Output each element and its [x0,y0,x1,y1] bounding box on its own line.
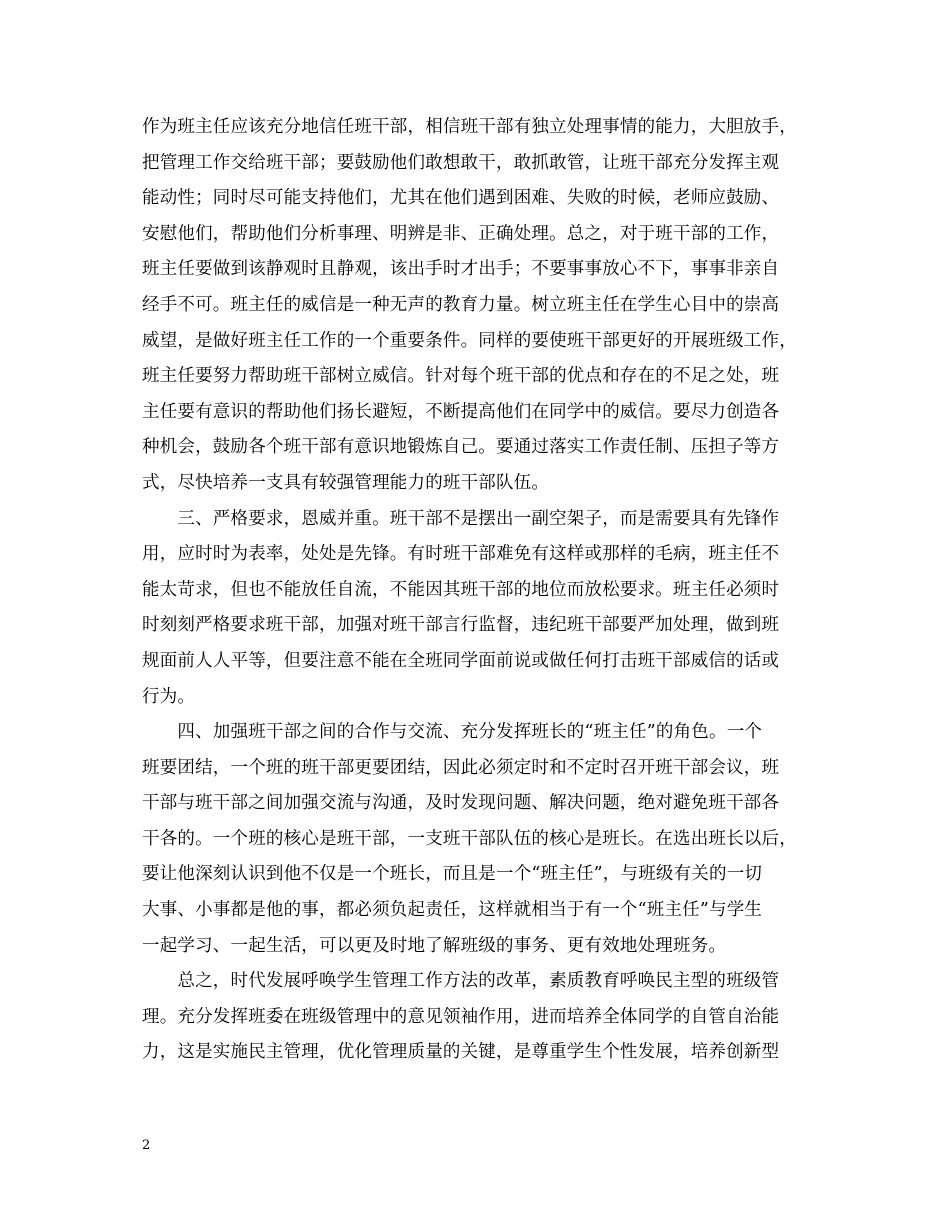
text-line: 四、加强班干部之间的合作与交流、充分发挥班长的“班主任”的角色。一个 [142,722,763,743]
text-line: 作为班主任应该充分地信任班干部，相信班干部有独立处理事情的能力，大胆放手， [142,117,797,137]
text-line: 班主任要做到该静观时且静观，该出手时才出手；不要事事放心不下，事事非亲自 [142,259,780,280]
text-line: 式，尽快培养一支具有较强管理能力的班干部队伍。 [142,472,550,493]
text-line: 班要团结，一个班的班干部更要团结，因此必须定时和不定时召开班干部会议，班 [142,757,780,778]
text-line: 干各的。一个班的核心是班干部，一支班干部队伍的核心是班长。在选出班长以后， [142,828,797,849]
text-line: 干部与班干部之间加强交流与沟通，及时发现问题、解决问题，绝对避免班干部各 [142,793,780,814]
body-text [142,110,832,1071]
text-line: 把管理工作交给班干部；要鼓励他们敢想敢干，敢抓敢管，让班干部充分发挥主观 [142,152,780,173]
text-line: 时刻刻严格要求班干部，加强对班干部言行监督，违纪班干部要严加处理，做到班 [142,615,780,636]
text-line: 能太苛求，但也不能放任自流，不能因其班干部的地位而放松要求。班主任必须时 [142,579,780,600]
text-line: 行为。 [142,686,196,707]
paragraph-4 [142,964,832,1071]
text-line: 理。充分发挥班委在班级管理中的意见领袖作用，进而培养全体同学的自管自治能 [142,1006,780,1027]
page-number: 2 [142,1138,151,1153]
text-line: 一起学习、一起生活，可以更及时地了解班级的事务、更有效地处理班务。 [142,935,727,956]
text-line: 种机会，鼓励各个班干部有意识地锻炼自己。要通过落实工作责任制、压担子等方 [142,437,780,458]
text-line: 大事、小事都是他的事，都必须负起责任，这样就相当于有一个“班主任”与学生 [142,900,763,921]
text-line: 规面前人人平等，但要注意不能在全班同学面前说或做任何打击班干部威信的话或 [142,650,780,671]
text-line: 班主任要努力帮助班干部树立威信。针对每个班干部的优点和存在的不足之处，班 [142,366,780,387]
text-line: 威望，是做好班主任工作的一个重要条件。同样的要使班干部更好的开展班级工作， [142,330,797,351]
text-line: 力，这是实施民主管理，优化管理质量的关键，是尊重学生个性发展，培养创新型 [142,1042,780,1063]
paragraph-2 [142,502,832,716]
paragraph-1 [142,110,832,502]
paragraph-3 [142,715,832,964]
text-line: 经手不可。班主任的威信是一种无声的教育力量。树立班主任在学生心目中的崇高 [142,294,780,315]
text-line: 安慰他们，帮助他们分析事理、明辨是非、正确处理。总之，对于班干部的工作， [142,223,780,244]
text-line: 能动性；同时尽可能支持他们，尤其在他们遇到困难、失败的时候，老师应鼓励、 [142,188,780,209]
text-line: 主任要有意识的帮助他们扬长避短，不断提高他们在同学中的威信。要尽力创造各 [142,401,780,422]
text-line: 用，应时时为表率，处处是先锋。有时班干部难免有这样或那样的毛病，班主任不 [142,544,780,565]
text-line: 要让他深刻认识到他不仅是一个班长，而且是一个“班主任”，与班级有关的一切 [142,864,763,885]
text-line: 三、严格要求，恩威并重。班干部不是摆出一副空架子，而是需要具有先锋作 [142,508,780,529]
text-line: 总之，时代发展呼唤学生管理工作方法的改革，素质教育呼唤民主型的班级管 [142,971,780,992]
